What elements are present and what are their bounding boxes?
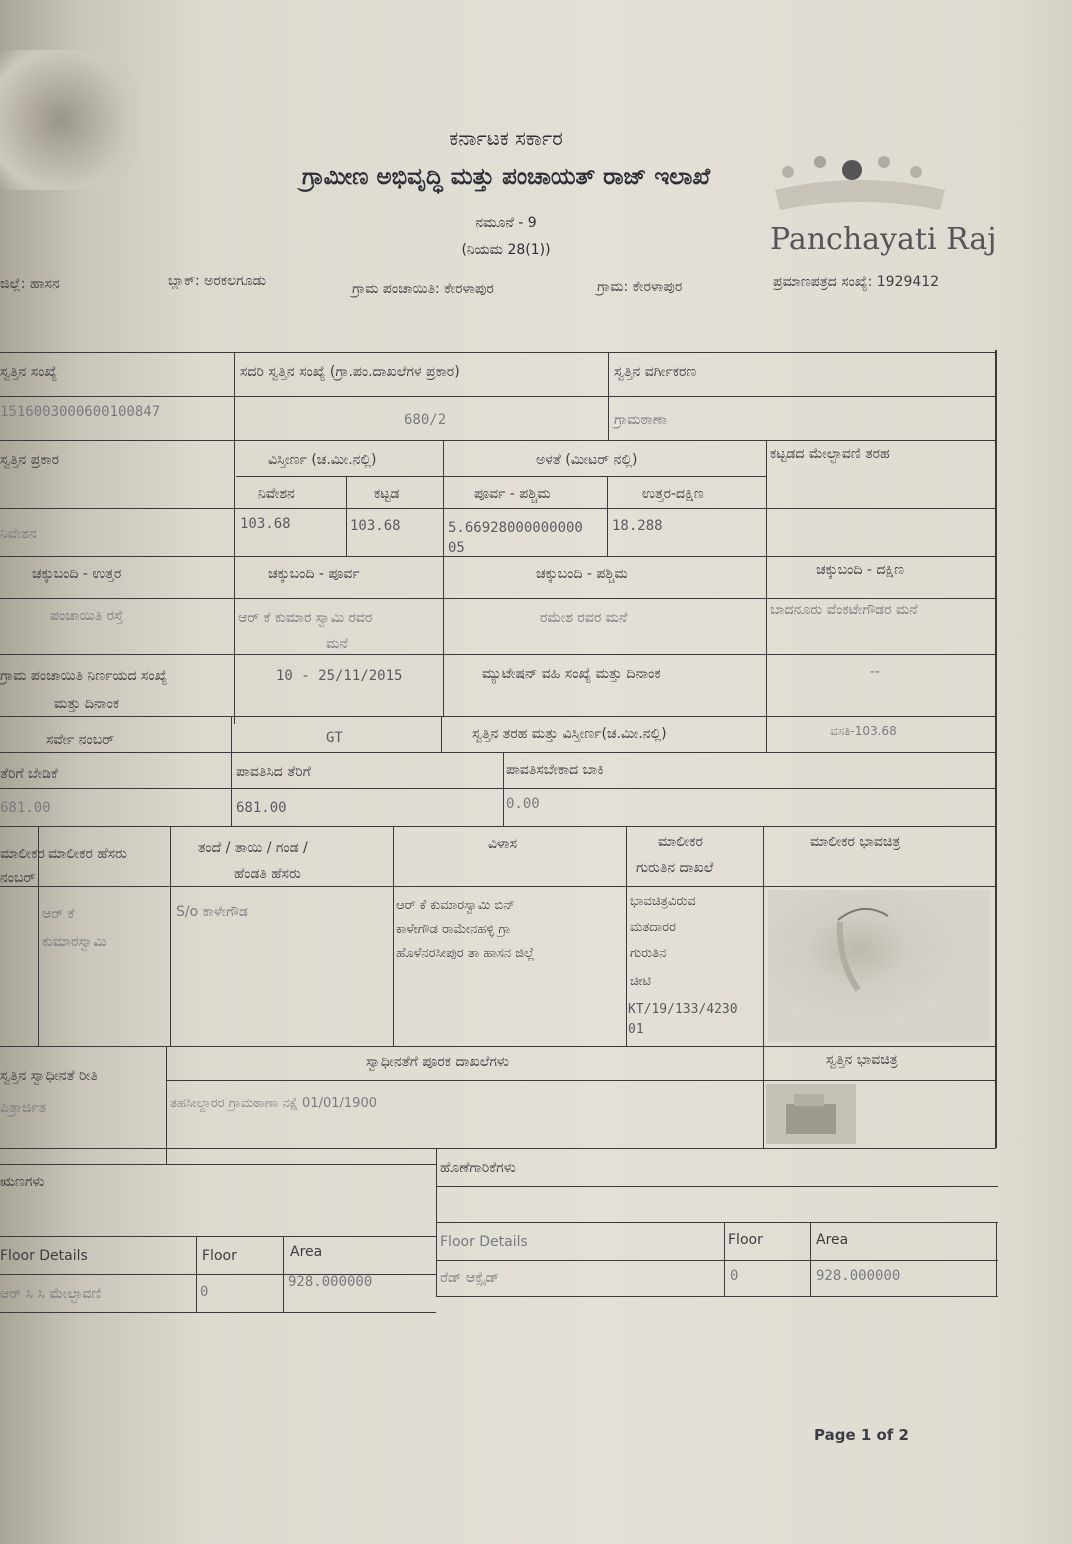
south-boundary-value: ಬಾದನೂರು ವೆಂಕಟೇಗೌಡರ ಮನೆ bbox=[770, 602, 918, 618]
tax-paid-value: 681.00 bbox=[236, 800, 287, 816]
west-boundary-value: ರಮೇಶ ರವರ ಮನೆ bbox=[540, 610, 628, 626]
site-area-label: ನಿವೇಶನ bbox=[258, 486, 295, 502]
north-boundary-value: ಪಂಚಾಯಿತಿ ರಸ್ತೆ bbox=[50, 608, 124, 624]
owner-number-label: ಮಾಲೀಕರ bbox=[0, 846, 45, 862]
rule-number: (ನಿಯಮ 28(1)) bbox=[461, 242, 551, 258]
building-area-label: ಕಟ್ಟಡ bbox=[374, 486, 400, 502]
mutation-label: ಮ್ಯುಟೇಷನ್ ವಹಿ ಸಂಖ್ಯೆ ಮತ್ತು ದಿನಾಂಕ bbox=[482, 666, 661, 682]
owner-id-label: ಮಾಲೀಕರ bbox=[658, 834, 703, 850]
area-label-left: Area bbox=[290, 1244, 323, 1260]
classification-value: ಗ್ರಾಮಠಾಣಾ bbox=[614, 412, 668, 428]
address-line-3: ಹೊಳೆನರಸೀಪುರ ತಾ ಹಾಸನ ಜಿಲ್ಲೆ bbox=[396, 946, 535, 961]
village-label: ಗ್ರಾಮ: ಕೇರಳಾಪುರ bbox=[597, 279, 683, 295]
owner-id-line-5: KT/19/133/4230 bbox=[628, 1002, 738, 1017]
tax-due-label: ಪಾವತಿಸಬೇಕಾದ ಬಾಕಿ bbox=[506, 762, 604, 778]
property-type-label: ಸ್ವತ್ತಿನ ಪ್ರಕಾರ bbox=[0, 452, 60, 468]
owner-id-line-1: ಭಾವಚಿತ್ರವಿರುವ bbox=[630, 894, 696, 909]
sadari-value: 680/2 bbox=[404, 412, 447, 428]
owner-id-line-3: ಗುರುತಿನ bbox=[630, 946, 667, 961]
east-boundary-label: ಚಕ್ಕುಬಂದಿ - ಪೂರ್ವ bbox=[268, 566, 360, 582]
dept-title: ಗ್ರಾಮೀಣ ಅಭಿವೃದ್ಧಿ ಮತ್ತು ಪಂಚಾಯತ್ ರಾಜ್ ಇಲಾಖೆ bbox=[302, 164, 710, 190]
west-boundary-label: ಚಕ್ಕುಬಂದಿ - ಪಶ್ಚಿಮ bbox=[536, 566, 628, 582]
east-west-value-cont: 05 bbox=[448, 540, 465, 556]
certificate-number: ಪ್ರಮಾಣಪತ್ರದ ಸಂಖ್ಯೆ: 1929412 bbox=[773, 274, 940, 290]
gp-label: ಗ್ರಾಮ ಪಂಚಾಯಿತಿ: ಕೇರಳಾಪುರ bbox=[352, 281, 494, 297]
panchayati-raj-logo bbox=[770, 150, 950, 220]
floor-details-label-left: Floor Details bbox=[0, 1248, 88, 1264]
district-label: ಜಿಲ್ಲೆ: ಹಾಸನ bbox=[0, 276, 60, 292]
floor-details-value-left: ಆರ್ ಸಿ ಸಿ ಮೇಲ್ಛಾವಣಿ bbox=[0, 1286, 102, 1302]
floor-value-right: 0 bbox=[730, 1268, 739, 1284]
south-boundary-label: ಚಕ್ಕುಬಂದಿ - ದಕ್ಷಿಣ bbox=[816, 562, 905, 578]
property-type-value: ನಿವೇಶನ bbox=[0, 526, 37, 542]
east-boundary-value-cont: ಮನೆ bbox=[326, 636, 348, 652]
survey-number-value: GT bbox=[326, 730, 343, 746]
roof-type-label: ಕಟ್ಟಡದ ಮೇಲ್ಛಾವಣಿ ತರಹ bbox=[770, 446, 890, 462]
acquisition-docs-label: ಸ್ವಾಧೀನತೆಗೆ ಪೂರಕ ದಾಖಲೆಗಳು bbox=[366, 1054, 509, 1070]
owner-photo bbox=[768, 890, 990, 1042]
area-value-right: 928.000000 bbox=[816, 1268, 901, 1284]
property-photo-label: ಸ್ವತ್ತಿನ ಭಾವಚಿತ್ರ bbox=[826, 1052, 898, 1068]
owner-photo-label: ಮಾಲೀಕರ ಭಾವಚಿತ್ರ bbox=[810, 834, 901, 850]
floor-details-label-right: Floor Details bbox=[440, 1234, 528, 1250]
owner-name-label: ಮಾಲೀಕರ ಹೆಸರು bbox=[48, 846, 127, 862]
mutation-value: -- bbox=[870, 664, 881, 680]
tax-demand-value: 681.00 bbox=[0, 800, 51, 816]
tax-due-value: 0.00 bbox=[506, 796, 540, 812]
relation-value: S/o ಕಾಳೇಗೌಡ bbox=[176, 904, 248, 920]
responsibilities-label: ಹೊಣೆಗಾರಿಕೆಗಳು bbox=[440, 1160, 516, 1176]
owner-name-value: ಆರ್ ಕೆ bbox=[42, 906, 75, 922]
relation-label: ತಂದೆ / ತಾಯಿ / ಗಂಡ / bbox=[198, 840, 308, 856]
area-value-left: 928.000000 bbox=[288, 1274, 373, 1290]
property-id-value: 1516003000600100847 bbox=[0, 404, 161, 420]
owner-number-label-cont: ನಂಬರ್ bbox=[0, 870, 36, 886]
block-label: ಬ್ಲಾಕ್: ಅರಕಲಗೂಡು bbox=[168, 273, 267, 289]
resolution-label-cont: ಮತ್ತು ದಿನಾಂಕ bbox=[54, 696, 120, 712]
floor-value-left: 0 bbox=[200, 1284, 209, 1300]
north-south-value: 18.288 bbox=[612, 518, 663, 534]
acquisition-docs-value: ತಹಸೀಲ್ದಾರರ ಗ್ರಾಮಠಾಣಾ ನಕ್ಷೆ 01/01/1900 bbox=[170, 1096, 377, 1111]
floor-details-value-right: ರೆಡ್ ಆಕ್ಸೈಡ್ bbox=[440, 1270, 500, 1286]
east-west-value: 5.66928000000000 bbox=[448, 520, 583, 536]
floor-label-left: Floor bbox=[202, 1248, 237, 1264]
north-boundary-label: ಚಕ್ಕುಬಂದಿ - ಉತ್ತರ bbox=[32, 566, 122, 582]
form-number: ನಮೂನೆ - 9 bbox=[475, 215, 537, 231]
floor-label-right: Floor bbox=[728, 1232, 763, 1248]
dimension-header: ಅಳತೆ (ಮೀಟರ್ ನಲ್ಲಿ) bbox=[536, 452, 638, 468]
east-boundary-value: ಆರ್ ಕೆ ಕುಮಾರ ಸ್ವಾಮಿ ರವರ bbox=[238, 610, 373, 626]
resolution-value: 10 - 25/11/2015 bbox=[276, 668, 403, 684]
tax-demand-label: ತೆರಿಗೆ ಬೇಡಿಕೆ bbox=[0, 766, 58, 782]
property-use-value: ವಸತಿ-103.68 bbox=[830, 724, 897, 738]
property-use-label: ಸ್ವತ್ತಿನ ತರಹ ಮತ್ತು ವಿಸ್ತೀರ್ಣ(ಚ.ಮೀ.ನಲ್ಲಿ) bbox=[472, 726, 667, 742]
address-label: ವಿಳಾಸ bbox=[488, 836, 518, 852]
address-line-2: ಕಾಳೇಗೌಡ ರಾಮೇನಹಳ್ಳಿ ಗ್ರಾ bbox=[396, 922, 511, 937]
liabilities-label: ಋಣಗಳು bbox=[0, 1174, 45, 1190]
owner-id-line-6: 01 bbox=[628, 1022, 644, 1037]
acquisition-method-value: ಪಿತ್ರಾರ್ಜಿತ bbox=[0, 1100, 47, 1116]
owner-name-value-cont: ಕುಮಾರಸ್ವಾಮಿ bbox=[42, 934, 107, 950]
owner-id-line-2: ಮತದಾರರ bbox=[630, 920, 676, 935]
property-id-label: ಸ್ವತ್ತಿನ ಸಂಖ್ಯೆ bbox=[0, 364, 58, 380]
address-line-1: ಆರ್ ಕೆ ಕುಮಾರಸ್ವಾಮಿ ಬಿನ್ bbox=[396, 898, 515, 913]
survey-number-label: ಸರ್ವೇ ನಂಬರ್ bbox=[46, 732, 115, 748]
govt-title: ಕರ್ನಾಟಕ ಸರ್ಕಾರ bbox=[449, 126, 563, 150]
logo-text: Panchayati Raj bbox=[770, 222, 997, 257]
owner-id-line-4: ಚೀಟಿ bbox=[630, 974, 651, 989]
property-photo bbox=[766, 1084, 856, 1144]
resolution-label: ಗ್ರಾಮ ಪಂಚಾಯಿತಿ ನಿರ್ಣಯದ ಸಂಖ್ಯೆ bbox=[0, 668, 168, 684]
classification-label: ಸ್ವತ್ತಿನ ವರ್ಗೀಕರಣ bbox=[614, 364, 697, 380]
tax-paid-label: ಪಾವತಿಸಿದ ತೆರಿಗೆ bbox=[236, 764, 311, 780]
sadari-label: ಸದರಿ ಸ್ವತ್ತಿನ ಸಂಖ್ಯೆ (ಗ್ರಾ.ಪಂ.ದಾಖಲೆಗಳ ಪ್ರಕಾರ) bbox=[240, 364, 460, 380]
site-area-value: 103.68 bbox=[240, 516, 291, 532]
acquisition-method-label: ಸ್ವತ್ತಿನ ಸ್ವಾಧೀನತೆ ರೀತಿ bbox=[0, 1068, 98, 1084]
east-west-label: ಪೂರ್ವ - ಪಶ್ಚಿಮ bbox=[474, 486, 551, 502]
area-label-right: Area bbox=[816, 1232, 849, 1248]
building-area-value: 103.68 bbox=[350, 518, 401, 534]
north-south-label: ಉತ್ತರ-ದಕ್ಷಿಣ bbox=[642, 486, 704, 502]
relation-label-cont: ಹೆಂಡತಿ ಹೆಸರು bbox=[234, 866, 301, 882]
area-header: ವಿಸ್ತೀರ್ಣ (ಚ.ಮೀ.ನಲ್ಲಿ) bbox=[268, 452, 377, 468]
page-number: Page 1 of 2 bbox=[814, 1426, 909, 1444]
owner-id-label-cont: ಗುರುತಿನ ದಾಖಲೆ bbox=[636, 860, 714, 876]
